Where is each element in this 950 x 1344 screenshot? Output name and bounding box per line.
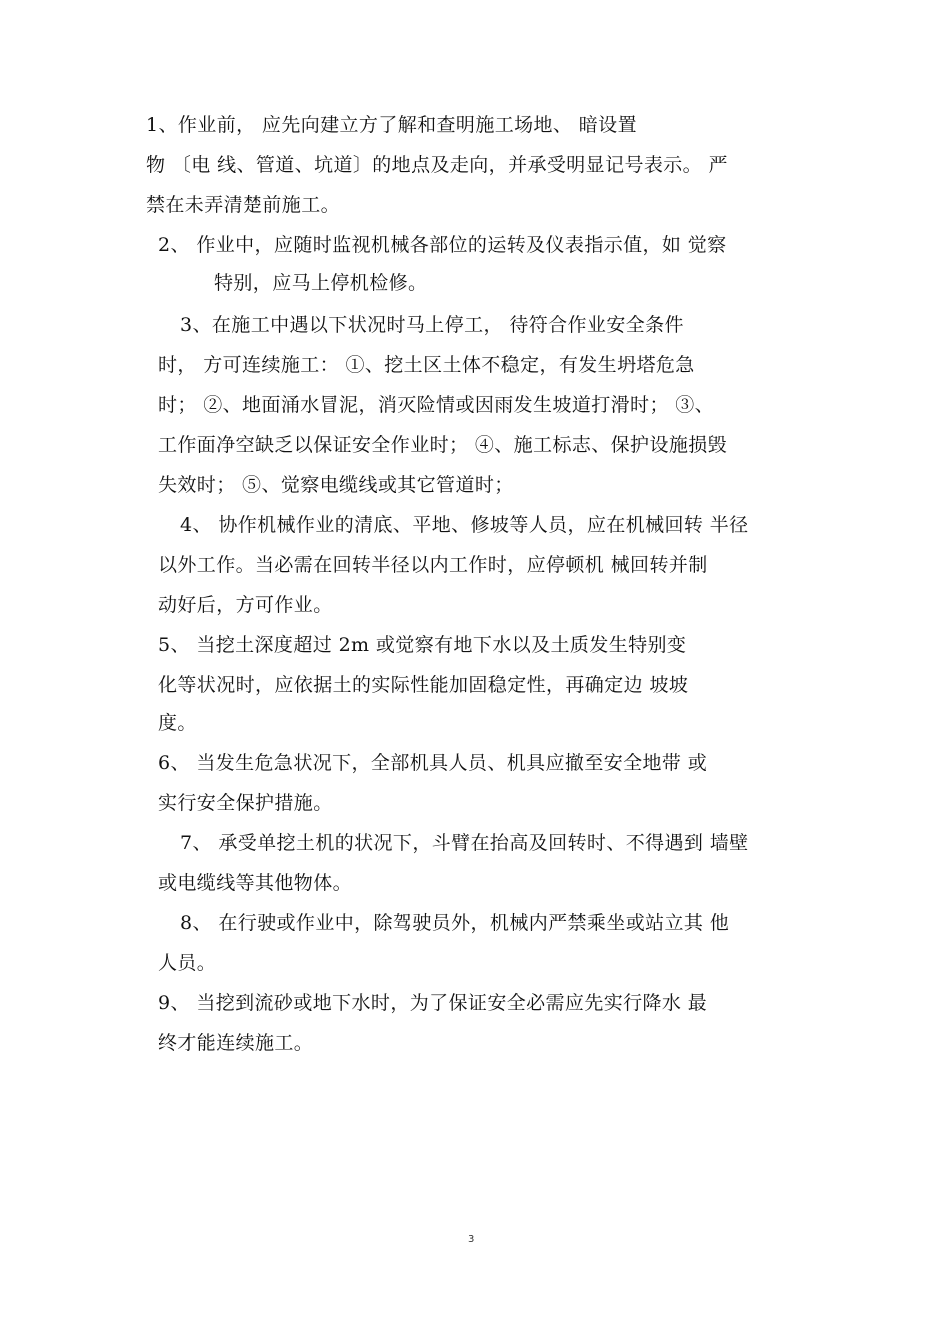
page-number: 3 (468, 1234, 475, 1245)
text-line: 化等状况时，应依据土的实际性能加固稳定性，再确定边 坡坡 (158, 674, 689, 696)
text-line: 或电缆线等其他物体。 (158, 872, 353, 894)
text-line: 物 〔电 线、管道、坑道〕的地点及走向，并承受明显记号表示。 严 (146, 154, 728, 176)
text-line: 工作面净空缺乏以保证安全作业时； ④、施工标志、保护设施损毁 (158, 434, 728, 456)
text-line: 禁在未弄清楚前施工。 (146, 194, 341, 216)
text-line: 人员。 (158, 952, 217, 974)
text-line: 实行安全保护措施。 (158, 792, 333, 814)
text-line: 以外工作。当必需在回转半径以内工作时，应停顿机 械回转并制 (158, 554, 708, 576)
text-line: 时， 方可连续施工： ①、挖土区土体不稳定，有发生坍塔危急 (158, 354, 695, 376)
text-line: 6、 当发生危急状况下，全部机具人员、机具应撤至安全地带 或 (158, 752, 708, 774)
text-line: 2、 作业中，应随时监视机械各部位的运转及仪表指示值，如 觉察 (158, 234, 727, 256)
text-line: 度。 (158, 712, 197, 734)
text-line: 1、作业前， 应先向建立方了解和查明施工场地、 暗设置 (146, 114, 637, 136)
text-line: 4、 协作机械作业的清底、平地、修坡等人员，应在机械回转 半径 (180, 514, 749, 536)
text-line: 9、 当挖到流砂或地下水时，为了保证安全必需应先实行降水 最 (158, 992, 708, 1014)
text-line: 特别，应马上停机检修。 (214, 272, 428, 294)
text-line: 3、在施工中遇以下状况时马上停工， 待符合作业安全条件 (180, 314, 684, 336)
text-line: 5、 当挖土深度超过 2m 或觉察有地下水以及土质发生特别变 (158, 634, 687, 656)
text-line: 7、 承受单挖土机的状况下，斗臂在抬高及回转时、不得遇到 墙壁 (180, 832, 749, 854)
text-line: 时； ②、地面涌水冒泥，消灭险情或因雨发生坡道打滑时； ③、 (158, 394, 715, 416)
text-line: 动好后，方可作业。 (158, 594, 333, 616)
text-line: 8、 在行驶或作业中，除驾驶员外，机械内严禁乘坐或站立其 他 (180, 912, 730, 934)
text-line: 失效时； ⑤、觉察电缆线或其它管道时； (158, 474, 514, 496)
text-line: 终才能连续施工。 (158, 1032, 314, 1054)
